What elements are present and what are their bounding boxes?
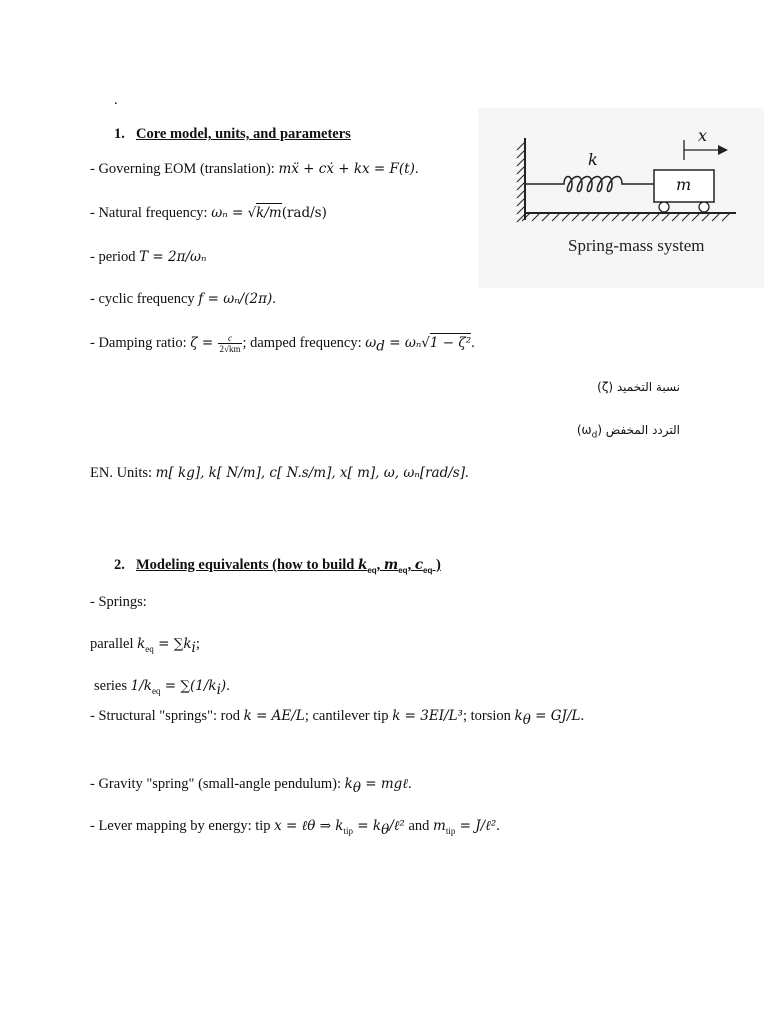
displacement-x-label: x (698, 126, 708, 145)
arabic-damped-close: ) (576, 423, 582, 437)
cyclic-equation: f = ωₙ/(2π) (198, 291, 273, 307)
units-equation: m[ kg], k[ N/m], c[ N.s/m], x[ m], ω, ωₙ[rad/s] (155, 465, 465, 481)
natfreq-unit: (rad/s) (281, 205, 327, 221)
arabic-damped-text: التردد المخفض (ω (581, 423, 680, 437)
eom-end: . (414, 161, 419, 177)
damping-line: - Damping ratio: ζ = $\frac{c}{2√km}$ ; damped frequency: $\omega_d = \omega_n√1 - \zeta^2$. (90, 333, 475, 355)
springs-label: - Springs: (90, 594, 147, 610)
units-line (90, 465, 469, 482)
period-equation: T = 2π/ωₙ (139, 249, 207, 265)
cyclic-end: . (272, 291, 276, 307)
natfreq-lhs: ωₙ = (211, 205, 248, 221)
arabic-damped-sub: d (591, 430, 598, 441)
damping-denominator: 2√km (219, 344, 241, 354)
section2-number: 2. (114, 557, 125, 573)
cyclic-line (90, 291, 276, 308)
natfreq-label: - Natural frequency: (90, 205, 212, 221)
parallel-label: parallel (90, 636, 138, 652)
series-line: series $1/k_{eq} = \sum(1/k_i)$. (94, 678, 230, 698)
damped-label: ; damped frequency: (242, 334, 366, 351)
units-label: EN. Units: (90, 465, 156, 481)
eom-label: - Governing EOM (translation): (90, 161, 279, 177)
eom-equation: mẍ + cẋ + kx = F(t) (278, 161, 415, 177)
series-label: series (94, 678, 131, 694)
spring-mass-figure (478, 108, 764, 288)
cyclic-label: - cyclic frequency (90, 291, 199, 307)
spring-mass-diagram (478, 108, 764, 288)
eom-line (90, 161, 419, 178)
natfreq-radicand: k/m (256, 205, 282, 221)
damped-lhs: ω (365, 334, 377, 351)
section1-heading (114, 126, 351, 143)
damping-numerator: c (218, 333, 243, 344)
damped-radicand: 1 − ζ² (429, 334, 472, 351)
gravity-line: - Gravity "spring" (small-angle pendulum): $k_\theta$ = mgℓ. (90, 776, 412, 796)
section2-heading (114, 557, 441, 575)
period-line (90, 249, 207, 266)
damped-sub: d (376, 338, 385, 355)
lever-line: - Lever mapping by energy: tip x = ℓθ ⇒ $k_{tip}$ = $k_\theta/\ell^2$ and $m_{tip}$ = J/ℓ². (90, 818, 500, 838)
damping-lhs: ζ = (190, 334, 218, 351)
period-label: - period (90, 249, 140, 265)
units-end: . (464, 465, 469, 481)
arabic-damping-ratio: نسبة التخميد (ζ) (597, 380, 680, 394)
arabic-damped-frequency (577, 423, 680, 440)
section2-title: Modeling equivalents (how to build $k_{eq}$, $m_{eq}$, $c_{eq}$ ) (136, 557, 441, 575)
page-dot: . (114, 92, 118, 108)
structural-line: - Structural "springs": rod k = AE/L; cantilever tip k = 3EI/L³; torsion $k_\theta = GJ/L$. (90, 708, 585, 728)
parallel-line: parallel $k_{eq} = \sum k_i$; (90, 636, 200, 656)
section1-number: 1. (114, 126, 125, 142)
damping-label: - Damping ratio: (90, 334, 191, 351)
mass-m-label: m (676, 175, 692, 194)
section1-title: Core model, units, and parameters (136, 126, 351, 142)
damping-fraction (218, 333, 243, 354)
damped-end: . (471, 334, 475, 351)
spring-k-label: k (588, 150, 598, 169)
natfreq-line: - Natural frequency: ωₙ = √k/m(rad/s) (90, 205, 327, 221)
damped-mid: = ωₙ (384, 334, 422, 351)
figure-caption: Spring-mass system (568, 236, 705, 255)
